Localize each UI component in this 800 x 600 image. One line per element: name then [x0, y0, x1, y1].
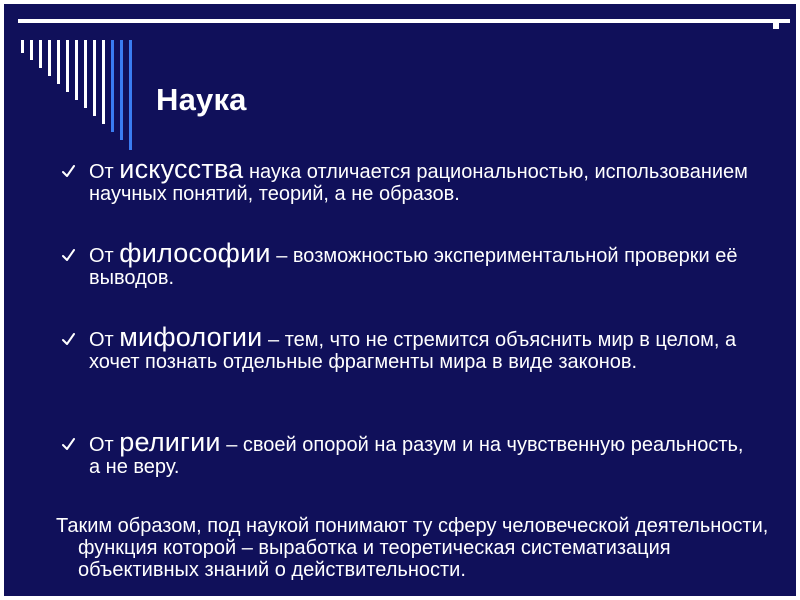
- bullet-prefix: От: [89, 434, 120, 456]
- checkmark-icon: [62, 437, 75, 451]
- slide-title: Наука: [156, 82, 247, 117]
- decorative-line: [111, 40, 114, 132]
- decorative-line: [120, 40, 123, 140]
- decorative-line: [39, 40, 42, 68]
- bullet-text: [89, 154, 752, 205]
- bullet-item: [62, 427, 752, 478]
- decorative-line: [129, 40, 132, 150]
- decorative-line: [102, 40, 105, 124]
- bullet-item: [62, 154, 752, 205]
- bullet-rest: – своей опорой на разум и на чувственную реальность, а не веру.: [89, 434, 744, 478]
- decorative-line: [21, 40, 24, 53]
- decorative-line: [75, 40, 78, 100]
- bullet-prefix: От: [89, 329, 120, 351]
- bullet-text: [89, 322, 752, 373]
- bullet-keyword: философии: [119, 238, 271, 268]
- summary-text: Таким образом, под наукой понимают ту сферу человеческой деятельности, функция которой – выработка и теоретическая систематизация объективных знаний о действительности.: [56, 515, 769, 581]
- bullet-rest: – тем, что не стремится объяснить мир в целом, а хочет познать отдельные фрагменты мира в виде законов.: [89, 329, 737, 373]
- checkmark-icon: [62, 332, 75, 346]
- bullet-keyword: искусства: [119, 154, 244, 184]
- bullet-text: [89, 238, 752, 289]
- bullet-keyword: мифологии: [119, 322, 263, 352]
- checkmark-icon: [62, 164, 75, 178]
- top-rule: [18, 19, 790, 23]
- decorative-line: [30, 40, 33, 60]
- bullet-rest: – возможностью экспериментальной проверки её выводов.: [89, 245, 738, 289]
- decorative-line: [57, 40, 60, 84]
- bullet-prefix: От: [89, 161, 120, 183]
- bullet-rest: наука отличается рациональностью, использованием научных понятий, теорий, а не образов.: [89, 161, 748, 205]
- bullet-item: [62, 238, 752, 289]
- bullet-prefix: От: [89, 245, 120, 267]
- decorative-line: [48, 40, 51, 76]
- bullet-text: [89, 427, 752, 478]
- decorative-line: [93, 40, 96, 116]
- top-square: [773, 23, 779, 29]
- decorative-line: [66, 40, 69, 92]
- decorative-line: [84, 40, 87, 108]
- bullet-item: [62, 322, 752, 373]
- slide: [4, 4, 796, 596]
- checkmark-icon: [62, 248, 75, 262]
- bullet-keyword: религии: [119, 427, 221, 457]
